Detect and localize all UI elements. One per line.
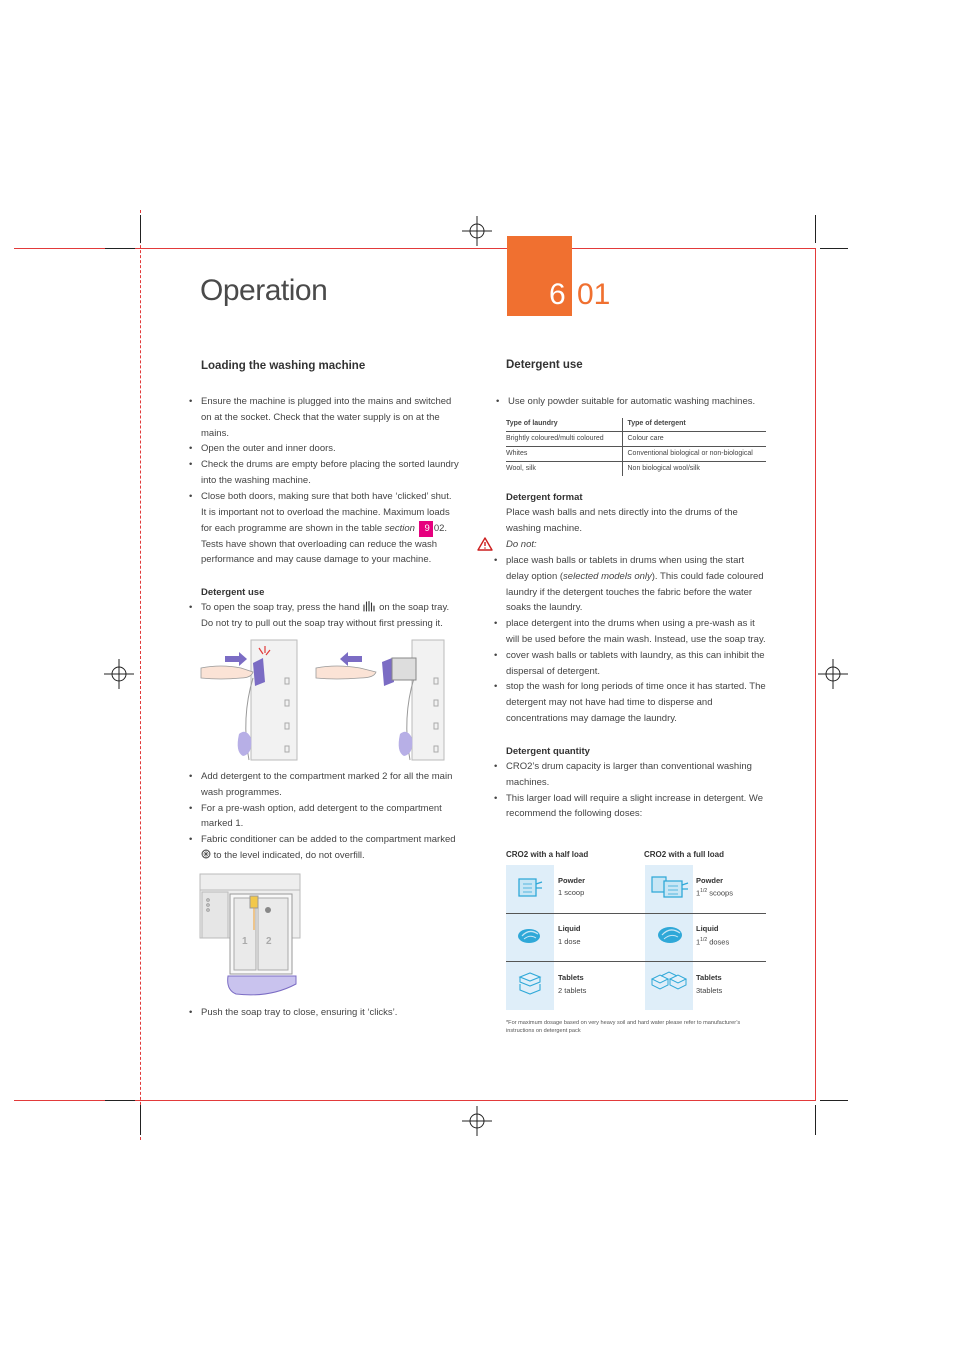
compartment-1-label: 1 [242, 936, 248, 947]
full-powder-name: Powder [696, 876, 724, 885]
tablets-icon [650, 971, 688, 995]
detergent-quantity-heading: Detergent quantity [506, 746, 590, 757]
dosage-footnote: *For maximum dosage based on very heavy soil and hard water please refer to manufacturer’s instructions on detergent pack [506, 1020, 741, 1034]
half-powder-amount: 1 scoop [558, 888, 585, 897]
full-liquid-name: Liquid [696, 924, 719, 933]
registration-crosshair-icon [462, 1106, 492, 1136]
do-not-label: Do not: [506, 539, 537, 550]
detergent-format-heading: Detergent format [506, 492, 583, 503]
column-header: Type of laundry [506, 418, 622, 432]
list-item: • This larger load will require a slight increase in detergent. We recommend the following doses: [506, 791, 766, 823]
flower-icon [201, 849, 211, 859]
full-tablets-amount: 3tablets [696, 986, 723, 995]
tablets-icon [516, 971, 544, 995]
list-item: • CRO2’s drum capacity is larger than conventional washing machines. [506, 759, 766, 791]
section-word: section [384, 522, 415, 534]
table-cell: Whites [506, 447, 622, 462]
registration-crosshair-icon [104, 659, 134, 689]
registration-crosshair-icon [818, 659, 848, 689]
trim-left-dashed [140, 210, 141, 1140]
table-row [506, 447, 766, 462]
trim-right [815, 248, 816, 1101]
press-soap-tray-illustration [201, 638, 301, 760]
table-cell: Non biological wool/silk [622, 462, 766, 477]
list-item: • stop the wash for long periods of time once it has started. The detergent may not have had time to disperse and concentrations may damage the laundry. [506, 679, 768, 726]
crop-mark [105, 1100, 135, 1101]
loading-list [201, 394, 463, 505]
liquid-dose-icon [655, 923, 685, 945]
detergent-use-subheading: Detergent use [201, 587, 265, 598]
push-list [201, 1005, 463, 1021]
registration-crosshair-icon [462, 216, 492, 246]
list-item: • Close both doors, making sure that both have ‘clicked’ shut. [201, 489, 463, 505]
warning-icon [477, 537, 493, 551]
list-item: • Check the drums are empty before placing the sorted laundry into the washing machine. [201, 457, 463, 489]
compartment-list [201, 769, 463, 864]
compartment-2-label: 2 [266, 936, 272, 947]
half-liquid-name: Liquid [558, 924, 581, 933]
section-ref-badge: 9 [419, 521, 433, 537]
full-liquid-amount: $1^{1/2}$ doses [696, 937, 730, 947]
soap-drawer-illustration [200, 872, 302, 998]
list-item: • Open the outer and inner doors. [201, 441, 463, 457]
table-cell: Brightly coloured/multi coloured [506, 432, 622, 447]
list-item: • Use only powder suitable for automatic washing machines. [508, 394, 768, 410]
drawer-open-illustration [316, 638, 446, 760]
half-liquid-amount: 1 dose [558, 937, 581, 946]
loading-heading: Loading the washing machine [201, 360, 366, 372]
page-title: Operation [200, 274, 328, 307]
liquid-dose-icon [516, 925, 544, 945]
table-cell: Conventional biological or non-biological [622, 447, 766, 462]
half-load-heading: CRO2 with a half load [506, 850, 589, 859]
do-not-list [506, 553, 768, 727]
soap-tray-list [201, 600, 463, 632]
hand-icon [362, 600, 376, 612]
list-item: • Ensure the machine is plugged into the mains and switched on at the socket. Check that the water supply is on at the mains. [201, 394, 463, 441]
list-item: • cover wash balls or tablets with laundry, as this can inhibit the dispersal of detergent. [506, 648, 768, 680]
table-cell: Colour care [622, 432, 766, 447]
powder-scoop-icon [650, 874, 690, 900]
quantity-list [506, 759, 766, 822]
crop-mark [820, 248, 848, 249]
divider [506, 961, 766, 962]
crop-mark [815, 215, 816, 243]
crop-mark [815, 1105, 816, 1135]
list-item: • place detergent into the drums when using a pre-wash as it will be used before the main wash. Instead, use the soap tray. [506, 616, 768, 648]
crop-mark [105, 248, 135, 249]
overload-paragraph: It is important not to overload the machine. Maximum loads for each programme are shown in the table section 9 02. Tests have shown that overloading can reduce the wash performance and may cause damage to your machine. [201, 507, 450, 566]
half-tablets-name: Tablets [558, 973, 584, 982]
powder-list [508, 394, 768, 410]
crop-mark [820, 1100, 848, 1101]
list-item: • Push the soap tray to close, ensuring it ‘clicks’. [201, 1005, 463, 1021]
full-load-heading: CRO2 with a full load [644, 850, 725, 859]
column-header: Type of detergent [622, 418, 766, 432]
crop-mark [140, 1105, 141, 1135]
detergent-format-text: Place wash balls and nets directly into the drums of the washing machine. [506, 507, 738, 534]
list-item: • For a pre-wash option, add detergent to the compartment marked 1. [201, 801, 463, 833]
list-item: • Add detergent to the compartment marked 2 for all the main wash programmes. [201, 769, 463, 801]
laundry-detergent-table [506, 418, 766, 476]
half-powder-name: Powder [558, 876, 586, 885]
table-cell: Wool, silk [506, 465, 536, 472]
divider [506, 913, 766, 914]
section-subnumber: 01 [577, 278, 611, 311]
table-row [506, 432, 766, 447]
full-powder-amount: $1^{1/2}$ scoops [696, 888, 733, 898]
detergent-use-heading: Detergent use [506, 359, 583, 371]
half-tablets-amount: 2 tablets [558, 986, 587, 995]
crop-mark [140, 215, 141, 243]
list-item: • Fabric conditioner can be added to the compartment marked to the level indicated, do not overfill. [201, 832, 463, 864]
powder-scoop-icon [516, 876, 544, 900]
full-tablets-name: Tablets [696, 973, 722, 982]
table-row [506, 462, 766, 477]
list-item: • place wash balls or tablets in drums when using the start delay option (selected models only). This could fade coloured laundry if the detergent touches the fabric before the water soaks the laundry. [506, 553, 768, 616]
section-number: 6 [549, 278, 566, 311]
table-header-row [506, 418, 766, 432]
list-item: • To open the soap tray, press the hand on the soap tray. Do not try to pull out the soap tray without first pressing it. [201, 600, 463, 632]
